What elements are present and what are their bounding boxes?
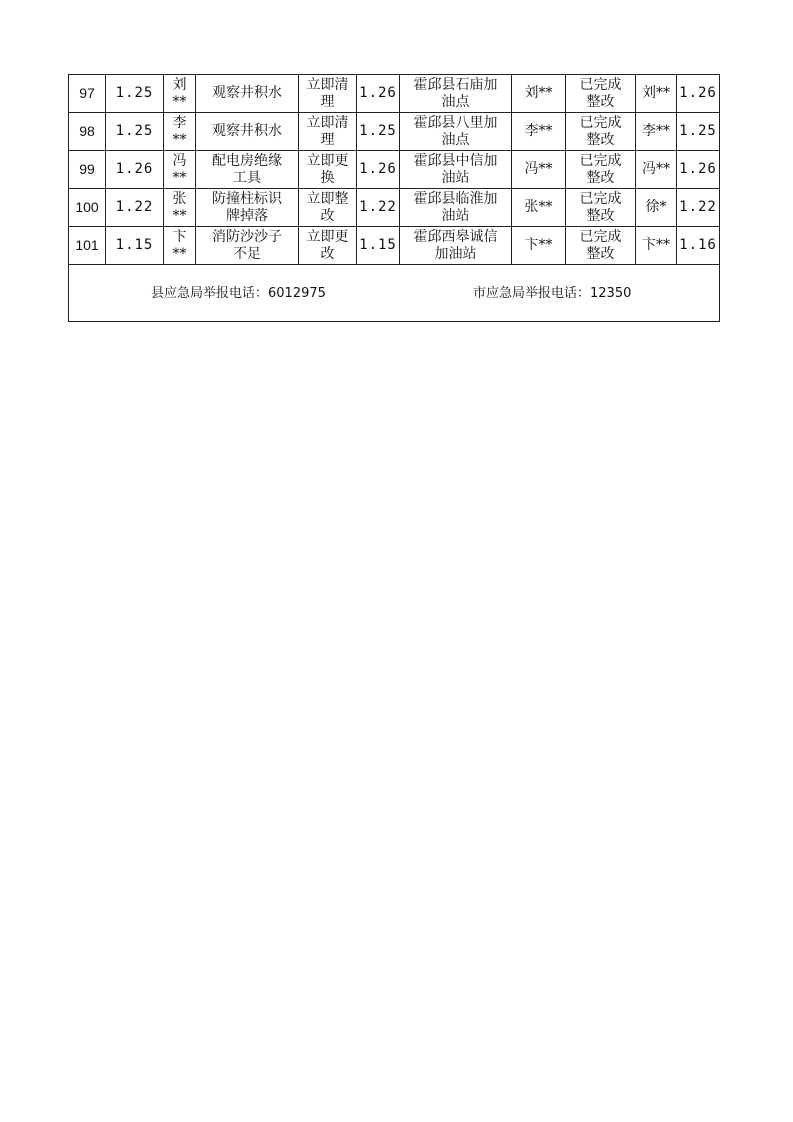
cell-rectification-measure-line: 理 xyxy=(320,93,335,110)
cell-status xyxy=(566,113,636,151)
table-row xyxy=(69,151,720,189)
cell-rectification-measure-line: 立即清 xyxy=(306,114,349,131)
cell-review-date: 1.25 xyxy=(677,113,720,151)
cell-status-line: 整改 xyxy=(586,93,615,110)
cell-rectification-measure xyxy=(299,75,357,113)
table-row xyxy=(69,113,720,151)
cell-responsible-unit-line: 油点 xyxy=(441,93,470,110)
cell-inspector xyxy=(164,75,196,113)
cell-hazard-description xyxy=(196,227,299,265)
cell-responsible-unit-line: 霍邱县临淮加 xyxy=(413,190,498,207)
cell-inspector-line: 李 xyxy=(172,114,187,131)
cell-deadline: 1.22 xyxy=(357,189,400,227)
cell-inspector-line: 刘 xyxy=(172,76,187,93)
table-body xyxy=(69,75,720,322)
cell-reviewer: 李** xyxy=(636,113,677,151)
cell-hazard-description xyxy=(196,151,299,189)
cell-responsible-unit-line: 霍邱县八里加 xyxy=(413,114,498,131)
cell-inspector xyxy=(164,113,196,151)
cell-inspector-line: 卞 xyxy=(172,228,187,245)
cell-status-line: 整改 xyxy=(586,207,615,224)
cell-status xyxy=(566,75,636,113)
cell-status xyxy=(566,189,636,227)
table-row xyxy=(69,75,720,113)
cell-responsible-unit xyxy=(400,113,512,151)
cell-deadline: 1.26 xyxy=(357,151,400,189)
cell-responsible-person: 卞** xyxy=(512,227,566,265)
cell-responsible-unit-line: 油站 xyxy=(441,169,470,186)
cell-review-date: 1.16 xyxy=(677,227,720,265)
cell-found-date: 1.22 xyxy=(106,189,164,227)
cell-hazard-description xyxy=(196,75,299,113)
cell-status-line: 已完成 xyxy=(579,114,622,131)
cell-status xyxy=(566,227,636,265)
cell-inspector xyxy=(164,189,196,227)
cell-status-line: 已完成 xyxy=(579,190,622,207)
cell-serial-no: 98 xyxy=(69,113,106,151)
cell-reviewer: 卞** xyxy=(636,227,677,265)
cell-hazard-description-line: 不足 xyxy=(233,245,261,262)
cell-hazard-description-line: 防撞柱标识 xyxy=(212,190,282,207)
city-hotline: 市应急局举报电话：12350 xyxy=(473,286,632,301)
cell-inspector-line: 冯 xyxy=(172,152,187,169)
cell-found-date: 1.15 xyxy=(106,227,164,265)
cell-rectification-measure xyxy=(299,113,357,151)
cell-responsible-unit xyxy=(400,75,512,113)
cell-inspector-line: ** xyxy=(172,245,187,262)
cell-hazard-description-line: 消防沙沙子 xyxy=(212,228,282,245)
cell-serial-no: 97 xyxy=(69,75,106,113)
cell-responsible-person: 冯** xyxy=(512,151,566,189)
cell-review-date: 1.26 xyxy=(677,75,720,113)
cell-responsible-person: 张** xyxy=(512,189,566,227)
cell-responsible-unit-line: 油站 xyxy=(441,207,470,224)
cell-serial-no: 101 xyxy=(69,227,106,265)
cell-responsible-unit-line: 油点 xyxy=(441,131,470,148)
cell-rectification-measure-line: 立即更 xyxy=(306,152,349,169)
cell-hazard-description xyxy=(196,113,299,151)
cell-responsible-unit xyxy=(400,151,512,189)
cell-deadline: 1.15 xyxy=(357,227,400,265)
cell-responsible-unit-line: 霍邱县石庙加 xyxy=(413,76,498,93)
cell-inspector-line: 张 xyxy=(172,190,187,207)
cell-rectification-measure-line: 立即清 xyxy=(306,76,349,93)
cell-rectification-measure xyxy=(299,151,357,189)
cell-status-line: 已完成 xyxy=(579,152,622,169)
cell-rectification-measure-line: 立即更 xyxy=(306,228,349,245)
cell-found-date: 1.25 xyxy=(106,75,164,113)
county-hotline: 县应急局举报电话：6012975 xyxy=(151,286,326,301)
cell-review-date: 1.22 xyxy=(677,189,720,227)
cell-hazard-description-line: 牌掉落 xyxy=(226,207,268,224)
footer-row xyxy=(69,265,720,322)
cell-deadline: 1.25 xyxy=(357,113,400,151)
cell-status-line: 整改 xyxy=(586,169,615,186)
cell-inspector-line: ** xyxy=(172,131,187,148)
cell-reviewer: 冯** xyxy=(636,151,677,189)
hazard-rectification-table xyxy=(68,74,720,322)
cell-responsible-unit xyxy=(400,227,512,265)
cell-rectification-measure-line: 理 xyxy=(320,131,335,148)
cell-inspector xyxy=(164,151,196,189)
cell-responsible-unit-line: 加油站 xyxy=(434,245,477,262)
cell-rectification-measure xyxy=(299,189,357,227)
cell-status-line: 整改 xyxy=(586,245,615,262)
cell-hazard-description-line: 观察井积水 xyxy=(212,123,282,139)
cell-serial-no: 99 xyxy=(69,151,106,189)
cell-status-line: 已完成 xyxy=(579,228,622,245)
cell-responsible-unit-line: 霍邱县中信加 xyxy=(413,152,498,169)
cell-hazard-description-line: 工具 xyxy=(233,169,261,186)
cell-deadline: 1.26 xyxy=(357,75,400,113)
cell-serial-no: 100 xyxy=(69,189,106,227)
cell-status-line: 整改 xyxy=(586,131,615,148)
cell-responsible-unit-line: 霍邱西皋诚信 xyxy=(413,228,498,245)
footer-cell xyxy=(69,265,720,322)
cell-responsible-person: 李** xyxy=(512,113,566,151)
cell-hazard-description-line: 观察井积水 xyxy=(212,85,282,101)
cell-reviewer: 徐* xyxy=(636,189,677,227)
cell-inspector xyxy=(164,227,196,265)
cell-inspector-line: ** xyxy=(172,207,187,224)
cell-hazard-description-line: 配电房绝缘 xyxy=(212,152,282,169)
table-row xyxy=(69,227,720,265)
cell-rectification-measure xyxy=(299,227,357,265)
cell-status-line: 已完成 xyxy=(579,76,622,93)
table-row xyxy=(69,189,720,227)
cell-rectification-measure-line: 换 xyxy=(320,169,335,186)
cell-review-date: 1.26 xyxy=(677,151,720,189)
cell-reviewer: 刘** xyxy=(636,75,677,113)
cell-found-date: 1.26 xyxy=(106,151,164,189)
cell-status xyxy=(566,151,636,189)
cell-rectification-measure-line: 改 xyxy=(320,245,335,262)
cell-responsible-person: 刘** xyxy=(512,75,566,113)
cell-rectification-measure-line: 改 xyxy=(320,207,335,224)
cell-responsible-unit xyxy=(400,189,512,227)
cell-inspector-line: ** xyxy=(172,169,187,186)
cell-rectification-measure-line: 立即整 xyxy=(306,190,349,207)
cell-found-date: 1.25 xyxy=(106,113,164,151)
cell-hazard-description xyxy=(196,189,299,227)
cell-inspector-line: ** xyxy=(172,93,187,110)
